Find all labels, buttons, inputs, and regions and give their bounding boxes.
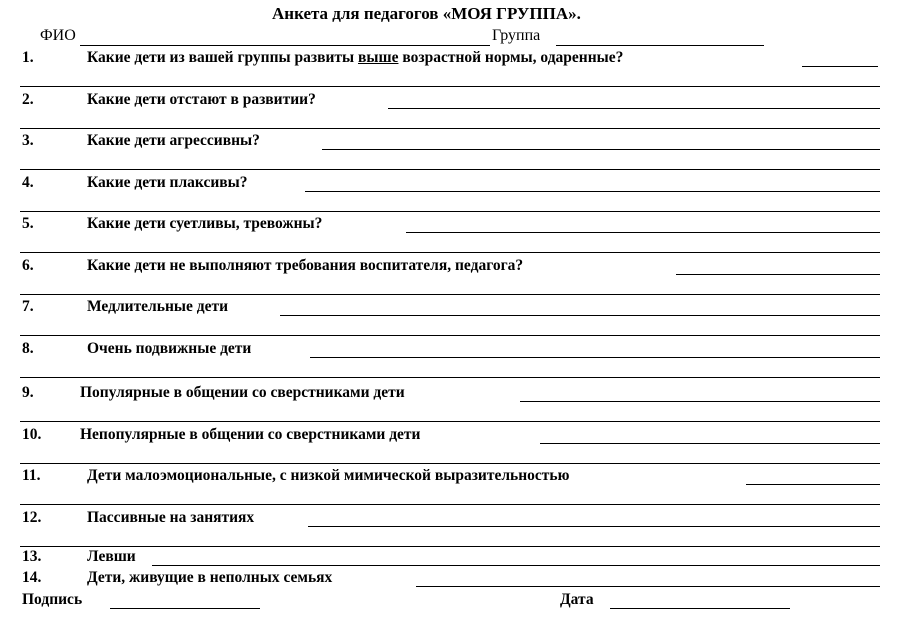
- answer-line[interactable]: [20, 335, 880, 336]
- question-number: 13.: [22, 548, 42, 565]
- question-number: 11.: [22, 467, 41, 484]
- question-number: 7.: [22, 298, 34, 315]
- answer-line[interactable]: [280, 315, 880, 316]
- answer-line[interactable]: [746, 484, 880, 485]
- answer-line[interactable]: [20, 169, 880, 170]
- signature-line[interactable]: [110, 608, 260, 609]
- answer-line[interactable]: [310, 357, 880, 358]
- answer-line[interactable]: [20, 504, 880, 505]
- question-number: 12.: [22, 509, 42, 526]
- question-text: Левши: [87, 548, 136, 565]
- date-line[interactable]: [610, 608, 790, 609]
- question-text: Очень подвижные дети: [87, 340, 252, 357]
- group-input-line[interactable]: [556, 45, 764, 46]
- answer-line[interactable]: [20, 128, 880, 129]
- question-text: Дети малоэмоциональные, с низкой мимической выразительностью: [87, 467, 570, 484]
- question-text: Какие дети агрессивны?: [87, 132, 260, 149]
- question-number: 8.: [22, 340, 34, 357]
- date-label: Дата: [560, 591, 594, 608]
- name-input-line[interactable]: [80, 45, 490, 46]
- question-text: Какие дети суетливы, тревожны?: [87, 215, 323, 232]
- answer-line[interactable]: [322, 149, 880, 150]
- answer-line[interactable]: [20, 546, 880, 547]
- question-text: Какие дети плаксивы?: [87, 174, 248, 191]
- signature-label: Подпись: [22, 591, 83, 608]
- question-text: Какие дети отстают в развитии?: [87, 91, 316, 108]
- question-text: Пассивные на занятиях: [87, 509, 255, 526]
- question-number: 1.: [22, 49, 34, 66]
- group-label: Группа: [492, 27, 541, 44]
- question-number: 9.: [22, 384, 34, 401]
- answer-line[interactable]: [520, 401, 880, 402]
- answer-line[interactable]: [20, 211, 880, 212]
- question-number: 14.: [22, 569, 42, 586]
- answer-line[interactable]: [20, 463, 880, 464]
- question-text: Какие дети не выполняют требования воспитателя, педагога?: [87, 257, 524, 274]
- answer-line[interactable]: [152, 565, 880, 566]
- question-text: Популярные в общении со сверстниками дети: [80, 384, 405, 401]
- form-title: Анкета для педагогов «МОЯ ГРУППА».: [272, 4, 581, 23]
- question-number: 2.: [22, 91, 34, 108]
- question-number: 5.: [22, 215, 34, 232]
- question-number: 4.: [22, 174, 34, 191]
- question-number: 10.: [22, 426, 42, 443]
- question-number: 6.: [22, 257, 34, 274]
- answer-line[interactable]: [20, 377, 880, 378]
- question-text: Непопулярные в общении со сверстниками дети: [80, 426, 421, 443]
- question-text: Какие дети из вашей группы развиты выше возрастной нормы, одаренные?: [87, 49, 624, 66]
- question-text: Медлительные дети: [87, 298, 229, 315]
- question-number: 3.: [22, 132, 34, 149]
- answer-line[interactable]: [802, 66, 878, 67]
- answer-line[interactable]: [406, 232, 880, 233]
- answer-line[interactable]: [305, 191, 880, 192]
- answer-line[interactable]: [676, 274, 880, 275]
- answer-line[interactable]: [20, 86, 880, 87]
- answer-line[interactable]: [20, 421, 880, 422]
- answer-line[interactable]: [388, 108, 880, 109]
- question-text: Дети, живущие в неполных семьях: [87, 569, 333, 586]
- answer-line[interactable]: [540, 443, 880, 444]
- answer-line[interactable]: [416, 586, 880, 587]
- answer-line[interactable]: [308, 526, 880, 527]
- answer-line[interactable]: [20, 252, 880, 253]
- answer-line[interactable]: [20, 294, 880, 295]
- name-label: ФИО: [40, 27, 76, 44]
